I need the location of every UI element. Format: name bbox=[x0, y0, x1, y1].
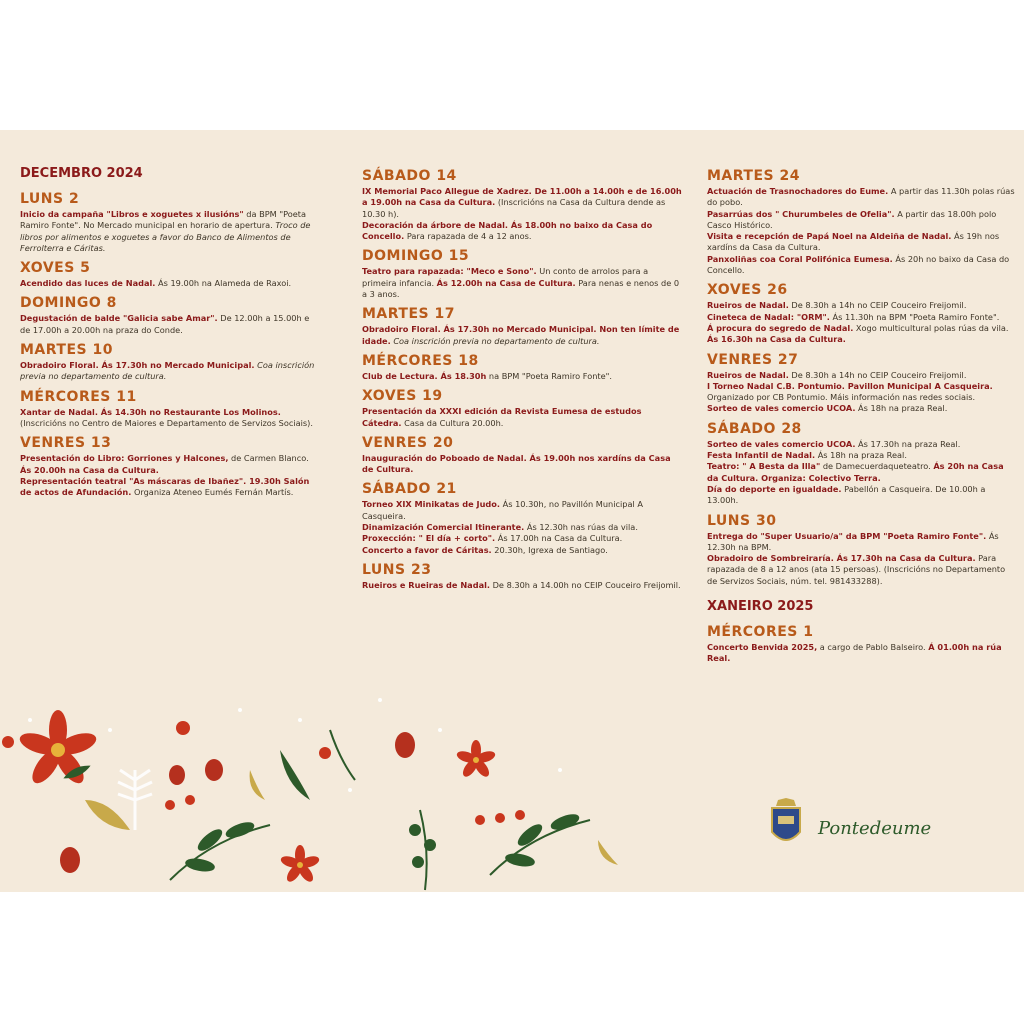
entries bbox=[362, 168, 682, 591]
day-heading: DOMINGO 15 bbox=[362, 248, 470, 265]
event-title: Acendido das luces de Nadal. bbox=[20, 278, 156, 289]
event-detail: Organiza Ateneo Eumés Fernán Martís. bbox=[131, 487, 294, 498]
event-line bbox=[707, 209, 1017, 232]
event-detail: Ás 12.30h na BPM. bbox=[707, 530, 999, 552]
event-line bbox=[707, 450, 1017, 461]
day-heading: MÉRCORES 1 bbox=[707, 624, 814, 641]
event-detail: A partir das 18.00h polo Casco Histórico. bbox=[707, 208, 997, 230]
event-detail: a cargo de Pablo Balseiro. bbox=[817, 642, 929, 653]
event-line bbox=[362, 406, 682, 429]
event-line bbox=[707, 254, 1017, 277]
event-day-block bbox=[362, 562, 682, 591]
event-title: Teatro para rapazada: "Meco e Sono". bbox=[362, 266, 537, 277]
event-day-block bbox=[707, 513, 1017, 587]
day-heading: XOVES 19 bbox=[362, 388, 443, 405]
event-detail: De 8.30h a 14.00h no CEIP Couceiro Freijomil. bbox=[490, 579, 681, 590]
event-day-block bbox=[362, 435, 682, 476]
event-line bbox=[707, 312, 1017, 323]
event-line bbox=[707, 186, 1017, 209]
event-detail: 20.30h, Igrexa de Santiago. bbox=[491, 544, 608, 555]
event-title: Presentación da XXXI edición da Revista Eumesa de estudos Cátedra. bbox=[362, 406, 642, 428]
day-heading: LUNS 2 bbox=[20, 191, 80, 207]
event-detail: Ás 18h na praza Real. bbox=[815, 450, 907, 461]
day-heading: VENRES 13 bbox=[20, 435, 112, 452]
program-sheet bbox=[0, 130, 1024, 892]
event-detail: da BPM "Poeta Ramiro Fonte". No Mercado municipal en horario de apertura. bbox=[20, 209, 307, 231]
event-note: Coa inscrición previa no departamento de cultura. bbox=[390, 335, 600, 346]
event-title: Entrega do "Super Usuario/a" da BPM "Poeta Ramiro Fonte". bbox=[707, 530, 987, 541]
holly-leaf-icon bbox=[62, 750, 310, 892]
day-heading: VENRES 20 bbox=[362, 434, 454, 451]
column-2 bbox=[362, 162, 682, 597]
entries-2 bbox=[707, 624, 1017, 665]
event-title: Día do deporte en igualdade. bbox=[707, 483, 842, 494]
event-day-block bbox=[707, 282, 1017, 345]
event-line bbox=[362, 580, 682, 591]
event-detail: Ás 19.00h na Alameda de Raxoi. bbox=[155, 278, 292, 289]
bud-icon bbox=[60, 732, 415, 873]
event-title: Obradoiro Floral. Ás 17.30h no Mercado Municipal. bbox=[20, 360, 255, 371]
event-line bbox=[362, 324, 682, 347]
event-line bbox=[362, 371, 682, 382]
poinsettia-small-icon bbox=[455, 740, 496, 779]
event-title: Obradoiro Floral. Ás 17.30h no Mercado Municipal. Non ten límite de idade. bbox=[362, 324, 680, 346]
event-detail: Pabellón a Casqueira. De 10.00h a 13.00h. bbox=[707, 483, 986, 506]
day-heading: XOVES 26 bbox=[707, 282, 788, 299]
gold-leaf-icon bbox=[85, 770, 618, 865]
event-title: Á procura do segredo de Nadal. bbox=[707, 322, 854, 333]
event-detail: Ás 17.00h na Casa da Cultura. bbox=[495, 533, 623, 544]
event-title: Rueiros de Nadal. bbox=[707, 369, 789, 380]
event-title: Actuación de Trasnochadores do Eume. bbox=[707, 186, 889, 196]
event-line bbox=[20, 453, 320, 476]
event-day-block bbox=[362, 481, 682, 555]
column-1 bbox=[20, 162, 320, 504]
entries bbox=[20, 191, 320, 498]
event-detail: Para rapazada de 4 a 12 anos. bbox=[404, 231, 532, 242]
event-detail: De 8.30h a 14h no CEIP Couceiro Freijomil. bbox=[788, 369, 967, 380]
event-title: Torneo XIX Minikatas de Judo. bbox=[362, 499, 500, 510]
event-title: Festa Infantil de Nadal. bbox=[707, 450, 816, 461]
event-line bbox=[707, 484, 1017, 507]
event-detail: Xogo multicultural polas rúas da vila. bbox=[853, 322, 1009, 333]
event-line bbox=[362, 545, 682, 556]
day-heading: LUNS 23 bbox=[362, 561, 432, 578]
event-title: Ás 20h na Casa da Cultura. Organiza: Colectivo Terra. bbox=[707, 461, 1004, 483]
event-title: Pasarrúas dos " Churumbeles de Ofelia". bbox=[707, 208, 895, 219]
event-line bbox=[707, 323, 1017, 346]
pontedeume-logo bbox=[768, 798, 968, 858]
event-detail: Un conto de arrolos para a primeira infancia. bbox=[362, 266, 649, 288]
event-detail: (Inscricións na Casa da Cultura dende as 10.30 h). bbox=[362, 197, 666, 219]
event-line bbox=[707, 381, 1017, 404]
day-heading: XOVES 5 bbox=[20, 260, 91, 277]
event-detail: Ás 18h na praza Real. bbox=[855, 403, 948, 414]
day-heading: MÉRCORES 11 bbox=[20, 388, 137, 405]
event-title: Proxección: " El día + corto". bbox=[362, 533, 496, 544]
month-title-2: XANEIRO 2025 bbox=[707, 599, 814, 615]
event-detail: Ás 12.30h nas rúas da vila. bbox=[524, 522, 638, 533]
event-title: Sorteo de vales comercio UCOA. bbox=[707, 403, 856, 414]
event-detail: de Carmen Blanco. bbox=[228, 453, 309, 464]
event-detail: na BPM "Poeta Ramiro Fonte". bbox=[486, 370, 613, 381]
event-title: Á 01.00h na rúa Real. bbox=[707, 642, 1002, 664]
event-detail: Para rapazada de 8 a 12 anos (ata 15 persoas). (Inscricións no Departamento de Servizos Sociais, núm. tel. 981433288). bbox=[707, 553, 1006, 586]
event-line bbox=[707, 461, 1017, 484]
christmas-floral-decoration bbox=[0, 690, 620, 892]
event-title: Inauguración do Poboado de Nadal. Ás 19.00h nos xardíns da Casa de Cultura. bbox=[362, 452, 671, 475]
branch-icon bbox=[170, 730, 590, 890]
poinsettia-small-icon bbox=[279, 845, 320, 884]
event-day-block bbox=[20, 342, 320, 383]
column-3 bbox=[707, 162, 1017, 671]
event-detail: Organizado por CB Pontumio. Máis información nas redes sociais. bbox=[707, 392, 976, 403]
event-title: Teatro: " A Besta da Illa" bbox=[707, 461, 821, 472]
event-line bbox=[707, 553, 1017, 587]
event-line bbox=[707, 300, 1017, 311]
event-line bbox=[707, 231, 1017, 254]
month-title: DECEMBRO 2024 bbox=[20, 166, 143, 181]
event-detail: Ás 19h nos xardíns da Casa da Cultura. bbox=[707, 231, 1000, 253]
event-detail: Para nenas e nenos de 0 a 3 anos. bbox=[362, 277, 680, 300]
event-title: I Torneo Nadal C.B. Pontumio. Pavillon Municipal A Casqueira. bbox=[707, 380, 993, 391]
event-line bbox=[707, 642, 1017, 665]
event-day-block bbox=[20, 435, 320, 498]
event-title: Ás 12.00h na Casa de Cultura. bbox=[436, 277, 576, 288]
event-title: Degustación de balde "Galicia sabe Amar". bbox=[20, 313, 218, 324]
event-line bbox=[362, 499, 682, 522]
day-heading: MÉRCORES 18 bbox=[362, 352, 479, 369]
event-day-block bbox=[707, 352, 1017, 415]
event-title: Sorteo de vales comercio UCOA. bbox=[707, 438, 856, 449]
event-line bbox=[362, 220, 682, 243]
event-note: Coa inscrición previa no departamento de cultura. bbox=[20, 360, 315, 382]
event-day-block bbox=[707, 168, 1017, 276]
coat-of-arms-icon bbox=[768, 798, 804, 850]
event-line bbox=[707, 370, 1017, 381]
event-title: Concerto a favor de Cáritas. bbox=[362, 544, 492, 555]
day-heading: MARTES 10 bbox=[20, 342, 113, 359]
event-line bbox=[707, 403, 1017, 414]
day-heading: LUNS 30 bbox=[707, 512, 777, 529]
event-title: Panxoliñas coa Coral Polifónica Eumesa. bbox=[707, 253, 893, 264]
day-heading: DOMINGO 8 bbox=[20, 295, 117, 312]
event-day-block bbox=[20, 191, 320, 254]
event-title: Ás 16.30h na Casa da Cultura. bbox=[707, 334, 846, 345]
event-line bbox=[20, 278, 320, 289]
event-line bbox=[362, 533, 682, 544]
event-title: Rueiros e Rueiras de Nadal. bbox=[362, 579, 491, 590]
day-heading: SÁBADO 14 bbox=[362, 168, 457, 184]
event-day-block bbox=[362, 306, 682, 347]
event-day-block bbox=[20, 389, 320, 430]
event-title: Inicio da campaña "Libros e xoguetes x ilusións" bbox=[20, 209, 244, 219]
event-line bbox=[20, 360, 320, 383]
day-heading: VENRES 27 bbox=[707, 351, 799, 368]
event-detail: (Inscricións no Centro de Maiores e Departamento de Servizos Sociais). bbox=[20, 417, 313, 428]
event-detail: de Damecuerdaqueteatro. bbox=[820, 461, 934, 472]
day-heading: SÁBADO 28 bbox=[707, 420, 802, 437]
event-title: Club de Lectura. Ás 18.30h bbox=[362, 370, 487, 381]
event-line bbox=[20, 407, 320, 430]
day-heading: MARTES 17 bbox=[362, 306, 455, 323]
event-day-block bbox=[362, 388, 682, 429]
event-line bbox=[362, 186, 682, 220]
event-title: Visita e recepción de Papá Noel na Aldeiña de Nadal. bbox=[707, 231, 952, 242]
event-day-block bbox=[707, 624, 1017, 665]
event-title: Representación teatral "As máscaras de Ibañez". 19.30h Salón de actos de Afundación. bbox=[20, 475, 310, 498]
event-detail: Ás 10.30h, no Pavillón Municipal A Casqueira. bbox=[362, 499, 643, 521]
event-title: Ás 20.00h na Casa da Cultura. bbox=[20, 464, 159, 475]
event-title: Obradoiro de Sombreiraría. Ás 17.30h na Casa da Cultura. bbox=[707, 553, 976, 564]
day-heading: MARTES 24 bbox=[707, 168, 800, 184]
event-day-block bbox=[20, 295, 320, 336]
event-detail: Casa da Cultura 20.00h. bbox=[401, 417, 504, 428]
event-line bbox=[20, 313, 320, 336]
entries bbox=[707, 168, 1017, 587]
event-title: Cineteca de Nadal: "ORM". bbox=[707, 311, 830, 322]
event-title: Decoración da árbore de Nadal. Ás 18.00h no baixo da Casa do Concello. bbox=[362, 219, 653, 242]
event-title: IX Memorial Paco Allegue de Xadrez. De 11.00h a 14.00h e de 16.00h a 19.00h na Casa da Cultura. bbox=[362, 186, 682, 208]
event-detail: Ás 11.30h na BPM "Poeta Ramiro Fonte". bbox=[829, 311, 1000, 322]
event-day-block bbox=[362, 168, 682, 242]
event-detail: A partir das 11.30h polas rúas do pobo. bbox=[707, 186, 1015, 208]
event-detail: Ás 20h no baixo da Casa do Concello. bbox=[707, 253, 1010, 276]
event-title: Rueiros de Nadal. bbox=[707, 300, 789, 311]
event-detail: Ás 17.30h na praza Real. bbox=[855, 438, 961, 449]
event-day-block bbox=[362, 353, 682, 382]
event-line bbox=[707, 439, 1017, 450]
event-line bbox=[362, 522, 682, 533]
logo-text: Pontedeume bbox=[818, 818, 932, 839]
event-line bbox=[362, 266, 682, 300]
day-heading: SÁBADO 21 bbox=[362, 481, 457, 498]
event-note: Troco de libros por alimentos e xoguetes a favor do Banco de Alimentos de Ferrolterra e Cáritas. bbox=[20, 220, 311, 253]
event-line bbox=[707, 531, 1017, 554]
event-title: Concerto Benvida 2025, bbox=[707, 642, 818, 653]
event-detail: De 12.00h a 15.00h e de 17.00h a 20.00h na praza do Conde. bbox=[20, 313, 310, 335]
event-title: Presentación do Libro: Gorriones y Halcones, bbox=[20, 453, 229, 464]
event-line bbox=[362, 453, 682, 476]
event-line bbox=[20, 209, 320, 254]
event-title: Dinamización Comercial Itinerante. bbox=[362, 522, 525, 533]
event-detail: De 8.30h a 14h no CEIP Couceiro Freijomil. bbox=[788, 300, 967, 311]
event-day-block bbox=[20, 260, 320, 289]
event-day-block bbox=[362, 248, 682, 300]
event-line bbox=[20, 476, 320, 499]
event-day-block bbox=[707, 421, 1017, 507]
event-title: Xantar de Nadal. Ás 14.30h no Restaurante Los Molinos. bbox=[20, 406, 281, 417]
